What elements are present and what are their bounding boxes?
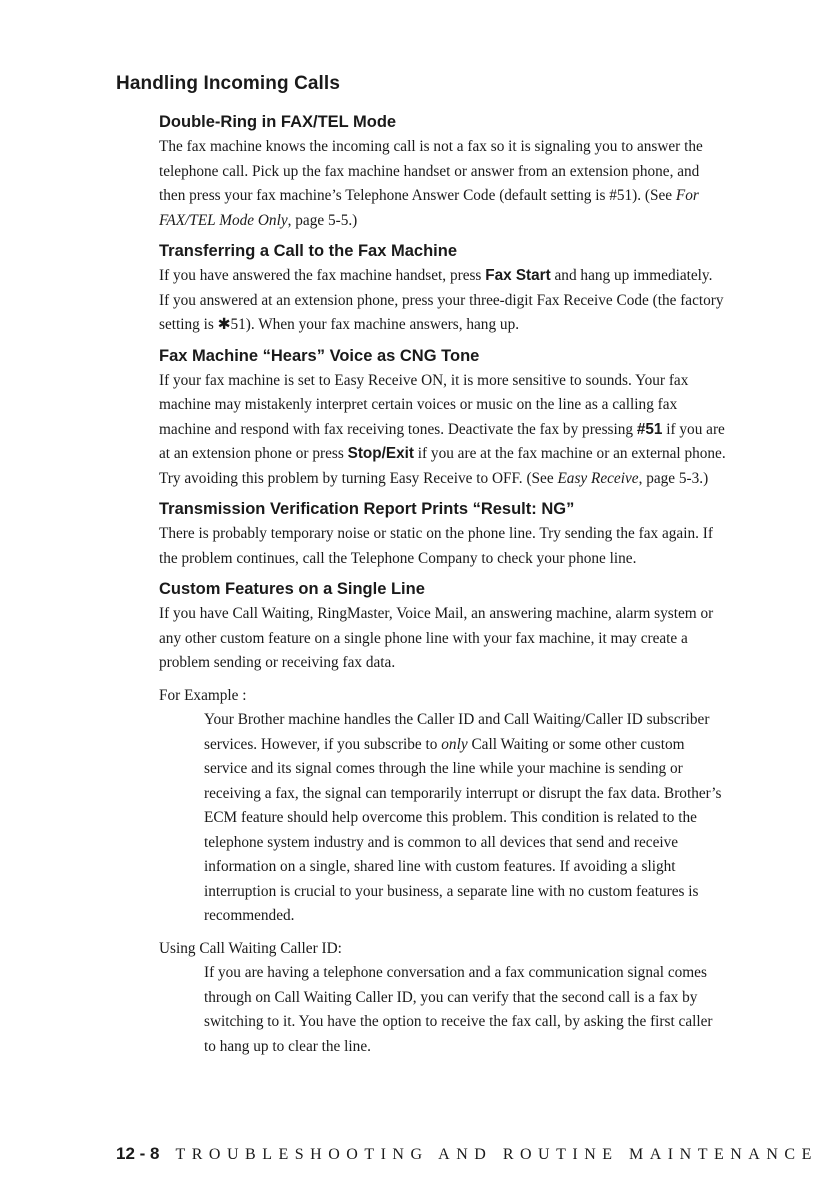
text: Your Brother machine handles the Caller ID and Call Waiting/Caller ID subscriber services. However, if you subscribe to xyxy=(204,711,710,753)
paragraph xyxy=(159,467,726,492)
page-footer xyxy=(116,1144,818,1164)
page-number: 12 - 8 xyxy=(116,1144,160,1163)
call-waiting-paragraph: If you are having a telephone conversation and a fax communication signal comes through on Call Waiting Caller ID, you can verify that the second call is a fax by switching to it. You have the option to receive the fax call, by asking the first caller to hang up to clear the line. xyxy=(204,964,713,1055)
key-label-code: #51 xyxy=(636,420,663,438)
text: if you are at the fax machine or an external phone. xyxy=(413,445,726,462)
subheading-transferring: Transferring a Call to the Fax Machine xyxy=(159,242,457,260)
section-double-ring xyxy=(159,112,726,233)
emphasis-italic: only xyxy=(441,735,468,753)
section-custom-features xyxy=(159,579,726,1059)
text: If you answered at an extension phone, press your three-digit Fax Receive Code (the factory setting is xyxy=(159,291,724,333)
text: , page 5-5.) xyxy=(287,211,358,229)
paragraph xyxy=(159,135,726,233)
example-paragraph xyxy=(204,708,726,929)
paragraph xyxy=(159,369,726,467)
text: Try avoiding this problem by turning Easy Receive to OFF. (See xyxy=(159,469,558,487)
call-waiting-label: Using Call Waiting Caller ID: xyxy=(159,939,342,957)
paragraph: There is probably temporary noise or static on the phone line. Try sending the fax again. If the problem continues, call the Telephone Company to check your phone line. xyxy=(159,525,713,567)
page-body xyxy=(159,112,726,1067)
text: , page 5-3.) xyxy=(638,469,709,487)
paragraph xyxy=(159,264,726,289)
text: If you have answered the fax machine handset, press xyxy=(159,267,486,284)
text: ). When your fax machine answers, hang up. xyxy=(245,316,520,333)
receive-code: ✱51 xyxy=(217,316,246,333)
key-label-fax-start: Fax Start xyxy=(485,267,551,284)
subheading-cng-tone: Fax Machine “Hears” Voice as CNG Tone xyxy=(159,346,480,365)
paragraph xyxy=(159,289,726,338)
key-label-stop-exit: Stop/Exit xyxy=(347,445,414,462)
reference-italic: Easy Receive xyxy=(557,469,639,487)
section-report-ng xyxy=(159,499,726,571)
example-label: For Example : xyxy=(159,686,247,704)
text: The fax machine knows the incoming call is not a fax so it is signaling you to answer the telephone call. Pick up the fax machine handset or answer from an extension phone, and then press your fax machine’s Telephone Answer Code (default setting is #51). (See xyxy=(159,138,703,204)
section-heading: Handling Incoming Calls xyxy=(116,73,340,94)
text: If your fax machine is set to Easy Receive ON, it is more sensitive to sounds. Your fax machine may mistakenly interpret certain voices or music on the line as a calling fax machine and respond with fax receiving tones. Deactivate the fax by pressing xyxy=(159,371,689,438)
reference-italic: For FAX/TEL Mode Only xyxy=(159,187,699,229)
text: if you are at an extension phone or press xyxy=(159,420,725,462)
chapter-title: TROUBLESHOOTING AND ROUTINE MAINTENANCE xyxy=(175,1146,818,1163)
subheading-report-ng: Transmission Verification Report Prints “Result: NG” xyxy=(159,500,575,518)
text: Call Waiting or some other custom service and its signal comes through the line while your machine is sending or receiving a fax, the signal can temporarily interrupt or disrupt the fax data. Brother’s ECM feature should help overcome this problem. This condition is related to the telephone system industry and is common to all devices that send and receive information on a single, shared line with custom features. If avoiding a slight interruption is crucial to your business, a separate line with no custom features is recommended. xyxy=(204,735,722,924)
text: and hang up immediately. xyxy=(550,267,713,284)
section-cng-tone xyxy=(159,346,726,492)
subheading-double-ring: Double-Ring in FAX/TEL Mode xyxy=(159,113,397,131)
section-transferring xyxy=(159,241,726,338)
subheading-custom-features: Custom Features on a Single Line xyxy=(159,580,425,598)
paragraph: If you have Call Waiting, RingMaster, Voice Mail, an answering machine, alarm system or any other custom feature on a single phone line with your fax machine, it may create a problem sending or receiving fax data. xyxy=(159,605,714,671)
